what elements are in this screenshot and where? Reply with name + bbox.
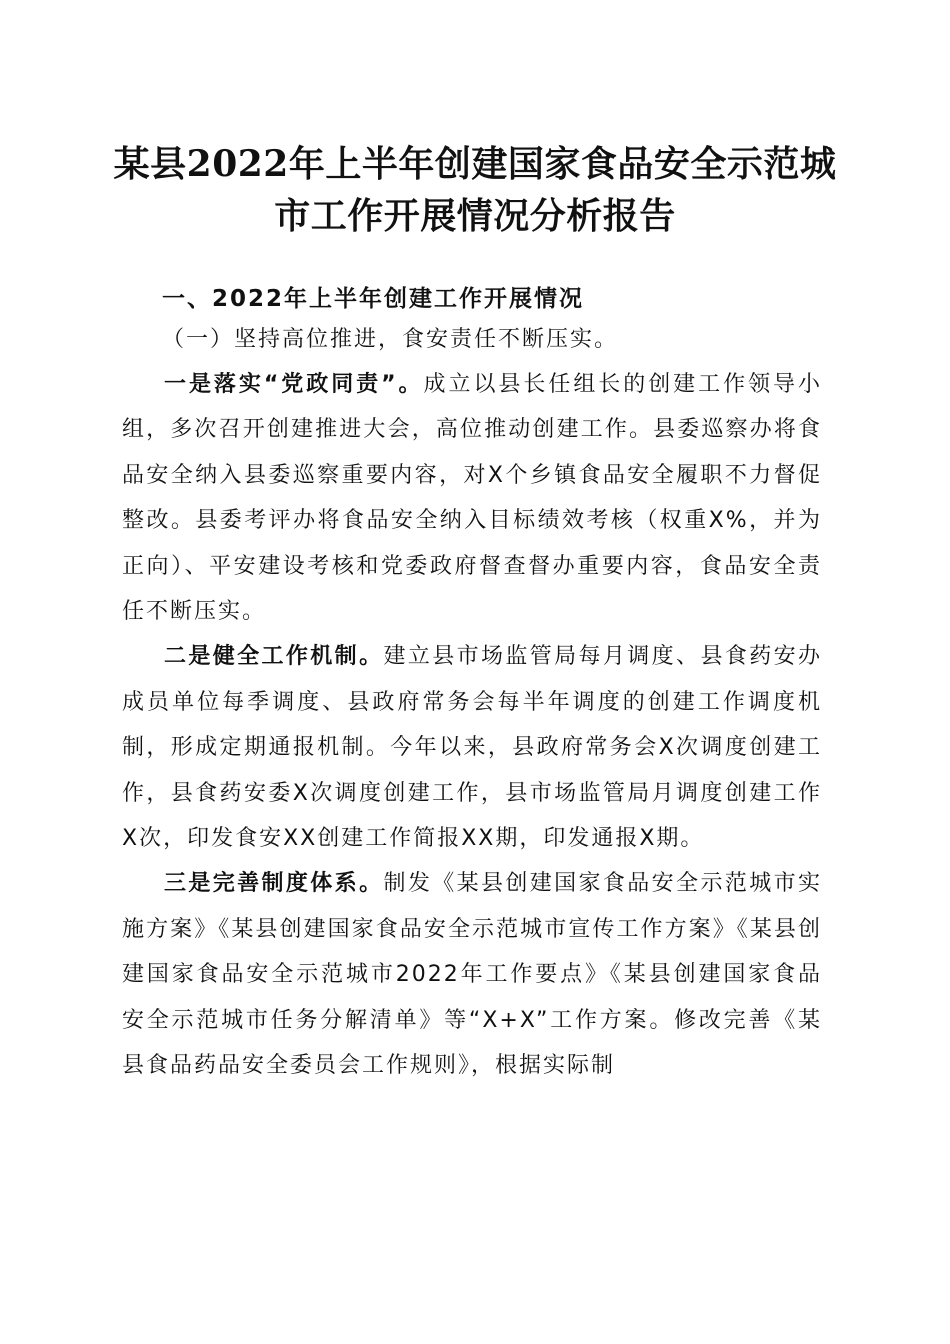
subsection-heading: （一）坚持高位推进，食安责任不断压实。 bbox=[162, 327, 619, 352]
paragraph-2 bbox=[122, 634, 822, 861]
paragraph-1-text: 成立以县长任组长的创建工作领导小组，多次召开创建推进大会，高位推动创建工作。县委巡察办将食品安全纳入县委巡察重要内容，对X个乡镇食品安全履职不力督促整改。县委考评办将食品安全纳入目标绩效考核（权重X%，并为正向）、平安建设考核和党委政府督查督办重要内容，食品安全责任不断压实。 bbox=[122, 372, 822, 625]
paragraph-2-text: 建立县市场监管局每月调度、县食药安办成员单位每季调度、县政府常务会每半年调度的创建工作调度机制，形成定期通报机制。今年以来，县政府常务会X次调度创建工作，县食药安委X次调度创建工作，县市场监管局月调度创建工作X次，印发食安XX创建工作简报XX期，印发通报X期。 bbox=[122, 644, 822, 852]
paragraph-3 bbox=[122, 861, 822, 1088]
paragraph-3-lead: 三是完善制度体系。 bbox=[164, 871, 384, 897]
section-heading: 一、2022年上半年创建工作开展情况 bbox=[162, 286, 585, 312]
title-line-1: 某县2022年上半年创建国家食品安全示范城 bbox=[113, 143, 837, 185]
title-line-2: 市工作开展情况分析报告 bbox=[274, 195, 676, 237]
paragraph-1 bbox=[122, 362, 822, 634]
document-body bbox=[122, 280, 822, 1089]
paragraph-2-lead: 二是健全工作机制。 bbox=[164, 644, 384, 670]
document-title bbox=[100, 138, 850, 242]
paragraph-1-lead: 一是落实“党政同责”。 bbox=[164, 372, 424, 397]
paragraph-3-text: 制发《某县创建国家食品安全示范城市实施方案》《某县创建国家食品安全示范城市宣传工作方案》《某县创建国家食品安全示范城市2022年工作要点》《某县创建国家食品安全示范城市任务分解清单》等“X+X”工作方案。修改完善《某县食品药品安全委员会工作规则》，根据实际制 bbox=[122, 871, 822, 1079]
